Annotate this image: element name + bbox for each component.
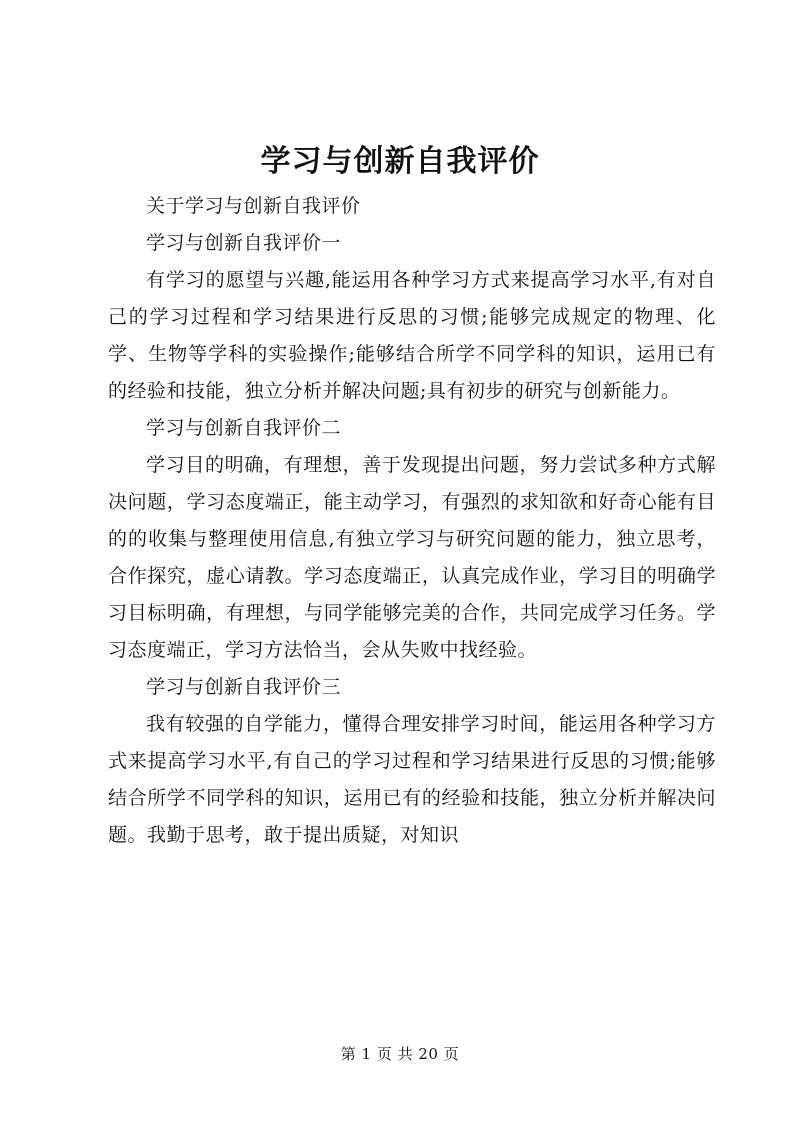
paragraph-2: 学习目的明确，有理想，善于发现提出问题，努力尝试多种方式解决问题，学习态度端正，能主动学习，有强烈的求知欲和好奇心能有目的的收集与整理使用信息,有独立学习与研究问题的能力，独立思考，合作探究，虚心请教。学习态度端正，认真完成作业，学习目的明确学习目标明确，有理想，与同学能够完美的合作，共同完成学习任务。学习态度端正，学习方法恰当，会从失败中找经验。 (108, 454, 716, 661)
paragraph-3: 我有较强的自学能力，懂得合理安排学习时间，能运用各种学习方式来提高学习水平,有自己的学习过程和学习结果进行反思的习惯;能够结合所学不同学科的知识，运用已有的经验和技能，独立分析并解决问题。我勤于思考，敢于提出质疑，对知识 (108, 713, 716, 846)
document-title: 学习与创新自我评价 (260, 144, 540, 179)
section-heading-3: 学习与创新自我评价三 (146, 676, 342, 698)
section-heading-2: 学习与创新自我评价二 (146, 417, 342, 439)
section-heading-1: 学习与创新自我评价一 (146, 232, 342, 254)
page-number-footer: 第 1 页 共 20 页 (340, 1045, 460, 1063)
paragraph-1: 有学习的愿望与兴趣,能运用各种学习方式来提高学习水平,有对自己的学习过程和学习结果进行反思的习惯;能够完成规定的物理、化学、生物等学科的实验操作;能够结合所学不同学科的知识，运用已有的经验和技能，独立分析并解决问题;具有初步的研究与创新能力。 (108, 269, 716, 402)
paragraph-intro: 关于学习与创新自我评价 (146, 195, 361, 217)
document-body (108, 188, 716, 854)
